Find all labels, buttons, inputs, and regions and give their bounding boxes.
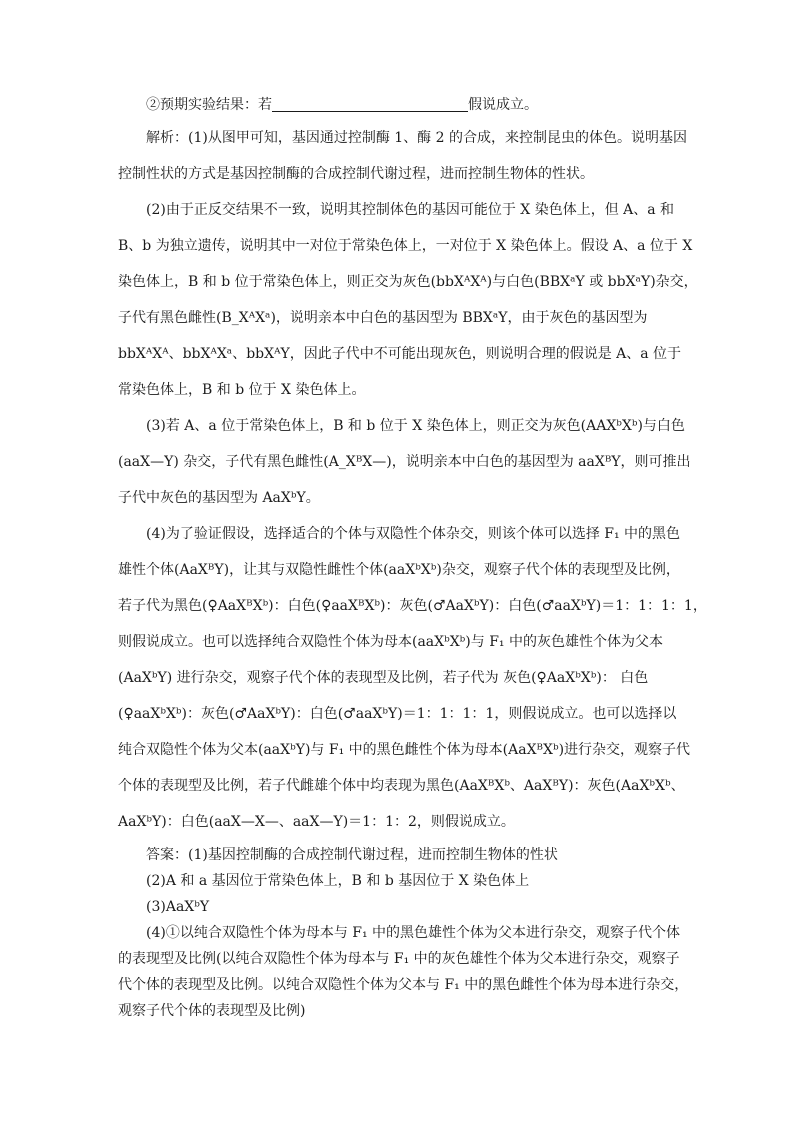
expected-result (118, 92, 674, 118)
analysis-line: 解析：(1)从图甲可知，基因通过控制酶 1、酶 2 的合成，来控制昆虫的体色。说明基因 (146, 130, 687, 146)
analysis-line: 染色体上，B 和 b 位于常染色体上，则正交为灰色(bbXᴬXᴬ)与白色(BBXᵃY 或 bbXᵃY)杂交， (118, 274, 698, 290)
answer-line-1: 答案：(1)基因控制酶的合成控制代谢过程，进而控制生物体的性状 (146, 847, 558, 863)
analysis-p4 (118, 516, 707, 840)
analysis-line: 纯合双隐性个体为父本(aaXᵇY)与 F₁ 中的黑色雌性个体为母本(AaXᴮXᵇ)进行杂交，观察子代 (118, 742, 691, 758)
analysis-line: (3)若 A、a 位于常染色体上，B 和 b 位于 X 染色体上，则正交为灰色(AAXᵇXᵇ)与白色 (146, 418, 685, 434)
analysis-line: AaXᵇY)：白色(aaX—X—、aaX—Y)＝1：1：2，则假说成立。 (118, 814, 515, 830)
analysis-line: (AaXᵇY) 进行杂交，观察子代个体的表现型及比例，若子代为 灰色(♀AaXᵇXᵇ)： 白色 (118, 670, 649, 686)
analysis-line: 若子代为黑色(♀AaXᴮXᵇ)：白色(♀aaXᴮXᵇ)：灰色(♂AaXᵇY)：白色(♂aaXᵇY)＝1：1：1：1， (118, 598, 707, 614)
analysis-line: 雄性个体(AaXᴮY)，让其与双隐性雌性个体(aaXᵇXᵇ)杂交，观察子代个体的表现型及比例， (118, 562, 680, 578)
analysis-line: (4)为了验证假设，选择适合的个体与双隐性个体杂交，则该个体可以选择 F₁ 中的黑色 (146, 526, 681, 542)
analysis-line: 个体的表现型及比例，若子代雌雄个体中均表现为黑色(AaXᴮXᵇ、AaXᴮY)：灰色(AaXᵇXᵇ、 (118, 778, 685, 794)
analysis-line: (♀aaXᵇXᵇ)：灰色(♂AaXᵇY)：白色(♂aaXᵇY)＝1：1：1：1，则假说成立。也可以选择以 (118, 706, 677, 722)
analysis-p1 (118, 120, 687, 192)
analysis-p2 (118, 192, 698, 408)
analysis-p3 (118, 408, 691, 516)
analysis-line: 则假说成立。也可以选择纯合双隐性个体为母本(aaXᵇXᵇ)与 F₁ 中的灰色雄性个体为父本 (118, 634, 663, 650)
analysis-line: bbXᴬXᴬ、bbXᴬXᵃ、bbXᴬY，因此子代中不可能出现灰色，则说明合理的假说是 A、a 位于 (118, 346, 682, 362)
analysis-line: 子代有黑色雌性(B_XᴬXᵃ)，说明亲本中白色的基因型为 BBXᵃY，由于灰色的基因型为 (118, 310, 648, 326)
answer-section (118, 842, 689, 1024)
result-prefix: ②预期实验结果：若 (146, 97, 272, 113)
result-suffix: 假说成立。 (468, 97, 538, 113)
answer-line-4-cont: 的表现型及比例(以纯合双隐性个体为母本与 F₁ 中的灰色雄性个体为父本进行杂交，观察子 (118, 951, 680, 967)
answer-line-2: (2)A 和 a 基因位于常染色体上，B 和 b 基因位于 X 染色体上 (146, 873, 530, 889)
analysis-line: 常染色体上，B 和 b 位于 X 染色体上。 (118, 382, 366, 398)
analysis-line: (aaX—Y) 杂交，子代有黑色雌性(A_XᴮX—)，说明亲本中白色的基因型为 aaXᴮY，则可推出 (118, 454, 691, 470)
answer-line-4-cont: 代个体的表现型及比例。以纯合双隐性个体为父本与 F₁ 中的黑色雌性个体为母本进行杂交， (118, 977, 689, 993)
analysis-line: B、b 为独立遗传，说明其中一对位于常染色体上，一对位于 X 染色体上。假设 A、a 位于 X (118, 238, 693, 254)
answer-line-4: (4)①以纯合双隐性个体为母本与 F₁ 中的黑色雄性个体为父本进行杂交，观察子代个体 (146, 925, 681, 941)
answer-line-3: (3)AaXᵇY (146, 899, 210, 915)
answer-blank (272, 95, 468, 112)
analysis-line: 控制性状的方式是基因控制酶的合成控制代谢过程，进而控制生物体的性状。 (118, 166, 594, 182)
analysis-line: 子代中灰色的基因型为 AaXᵇY。 (118, 490, 320, 506)
answer-line-4-cont: 观察子代个体的表现型及比例) (118, 1003, 306, 1019)
analysis-line: (2)由于正反交结果不一致，说明其控制体色的基因可能位于 X 染色体上，但 A、a 和 (146, 202, 675, 218)
